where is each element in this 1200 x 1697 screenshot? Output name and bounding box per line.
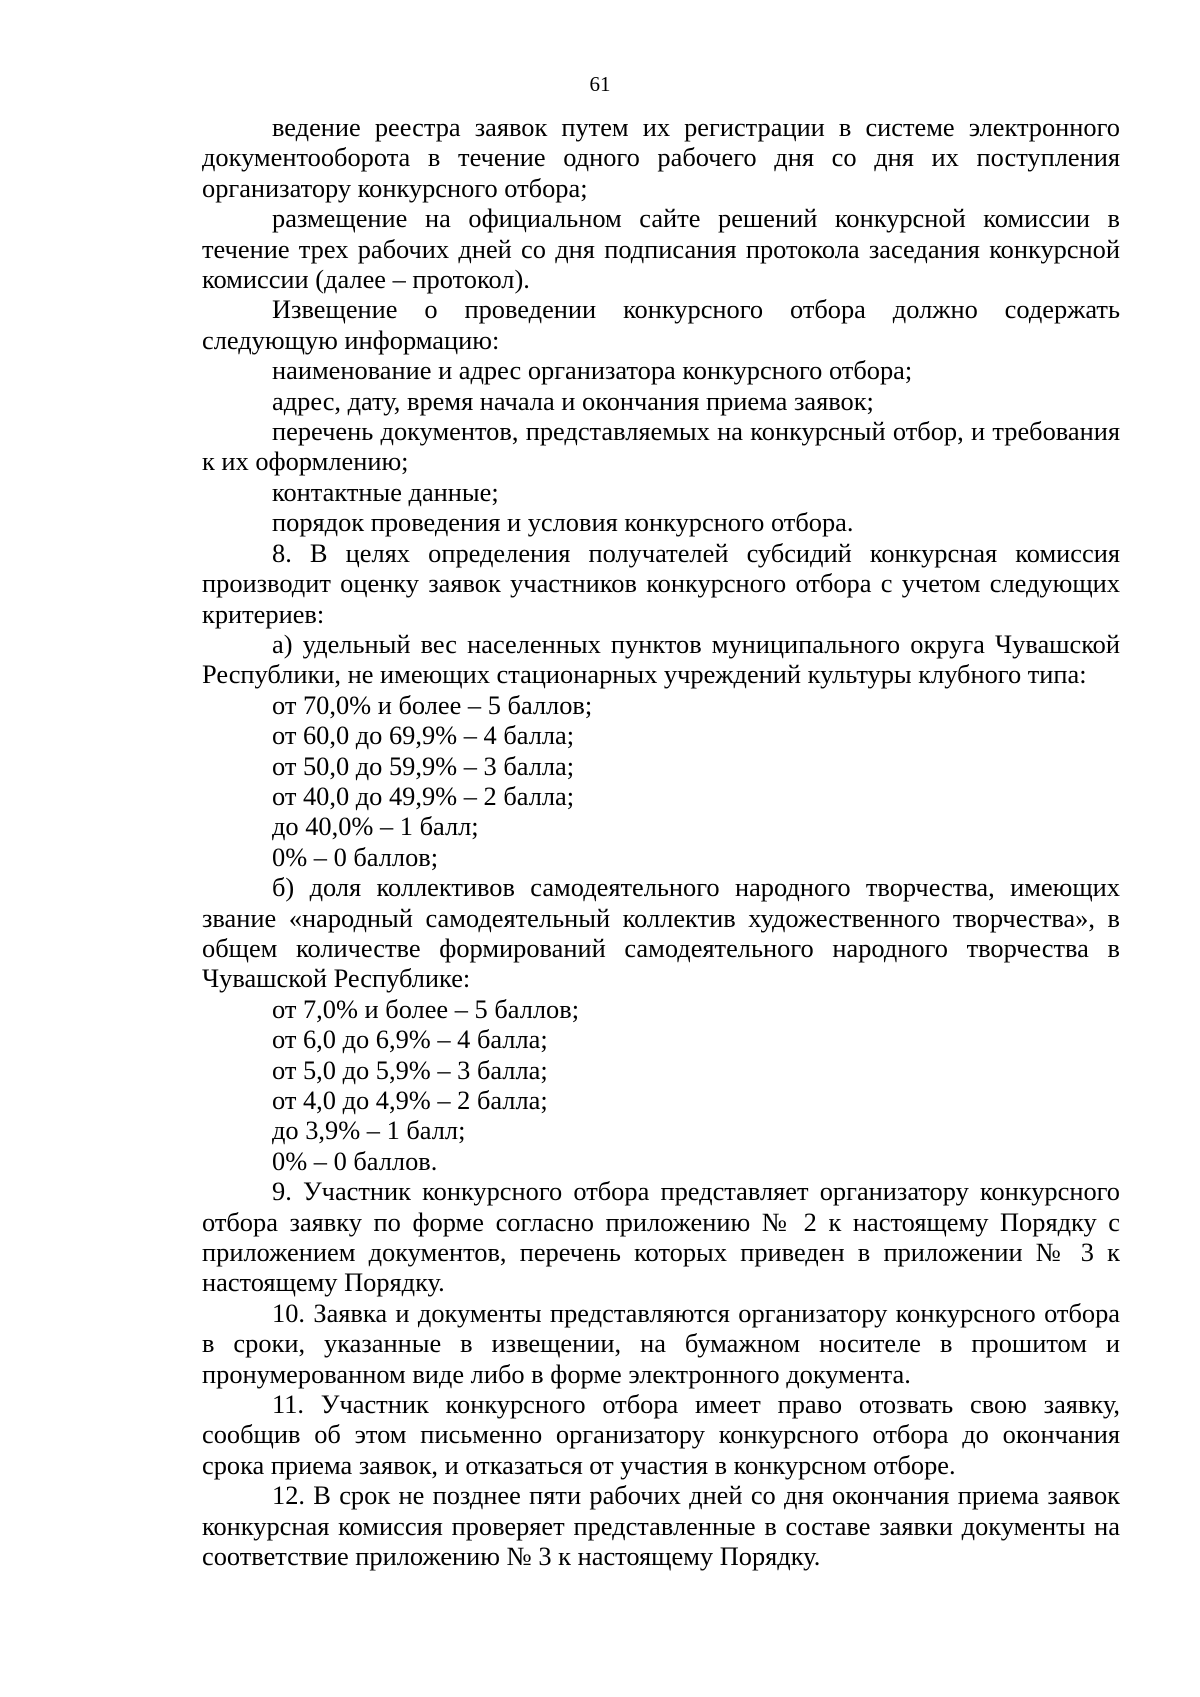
document-body <box>202 112 1120 1572</box>
paragraph: от 6,0 до 6,9% – 4 балла; <box>272 1024 548 1055</box>
paragraph: наименование и адрес организатора конкурсного отбора; <box>272 355 913 386</box>
paragraph: от 4,0 до 4,9% – 2 балла; <box>272 1085 548 1115</box>
paragraph: от 60,0 до 69,9% – 4 балла; <box>272 720 575 751</box>
paragraph: Извещение о проведении конкурсного отбора должно содержать следующую информацию: <box>202 294 1120 355</box>
paragraph: от 70,0% и более – 5 баллов; <box>272 689 593 720</box>
paragraph: от 40,0 до 49,9% – 2 балла; <box>272 780 575 811</box>
paragraph: от 5,0 до 5,9% – 3 балла; <box>272 1054 548 1085</box>
paragraph: порядок проведения и условия конкурсного отбора. <box>272 507 854 538</box>
paragraph: от 50,0 до 59,9% – 3 балла; <box>272 750 575 781</box>
paragraph: а) удельный вес населенных пунктов муниципального округа Чувашской Республики, не имеющих стационарных учреждений культуры клубного типа: <box>202 628 1120 690</box>
paragraph: 10. Заявка и документы представляются организатору конкурсного отбора в сроки, указанные в извещении, на бумажном носителе в прошитом и пронумерованном виде либо в форме электронного документа. <box>202 1297 1120 1389</box>
paragraph: от 7,0% и более – 5 баллов; <box>272 993 580 1024</box>
paragraph: б) доля коллективов самодеятельного народного творчества, имеющих звание «народный самодеятельный коллектив художественного творчества», в общем количестве формирований самодеятельного народного творчества в Чувашской Республике: <box>202 872 1120 994</box>
paragraph: ведение реестра заявок путем их регистрации в системе электронного документооборота в течение одного рабочего дня со дня их поступления организатору конкурсного отбора; <box>202 112 1120 203</box>
paragraph: 8. В целях определения получателей субсидий конкурсная комиссия производит оценку заявок участников конкурсного отбора с учетом следующих критериев: <box>202 537 1120 629</box>
paragraph: 12. В срок не позднее пяти рабочих дней со дня окончания приема заявок конкурсная комиссия проверяет представленные в составе заявки документы на соответствие приложению № 3 к настоящему Порядку. <box>202 1480 1120 1572</box>
paragraph: 9. Участник конкурсного отбора представляет организатору конкурсного отбора заявку по форме согласно приложению № 2 к настоящему Порядку с приложением документов, перечень которых приведен в приложении № 3 к настоящему Порядку. <box>202 1176 1120 1298</box>
paragraph: 11. Участник конкурсного отбора имеет право отозвать свою заявку, сообщив об этом письменно организатору конкурсного отбора до окончания срока приема заявок, и отказаться от участия в конкурсном отборе. <box>202 1389 1120 1480</box>
paragraph: до 3,9% – 1 балл; <box>272 1115 466 1146</box>
paragraph: размещение на официальном сайте решений конкурсной комиссии в течение трех рабочих дней со дня подписания протокола заседания конкурсной комиссии (далее – протокол). <box>202 203 1120 295</box>
paragraph: до 40,0% – 1 балл; <box>272 811 479 842</box>
paragraph: контактные данные; <box>272 476 499 507</box>
paragraph: 0% – 0 баллов; <box>272 841 439 872</box>
page-number: 61 <box>589 72 611 96</box>
paragraph: адрес, дату, время начала и окончания приема заявок; <box>272 385 874 416</box>
paragraph: перечень документов, представляемых на конкурсный отбор, и требования к их оформлению; <box>202 416 1120 477</box>
paragraph: 0% – 0 баллов. <box>272 1145 438 1176</box>
